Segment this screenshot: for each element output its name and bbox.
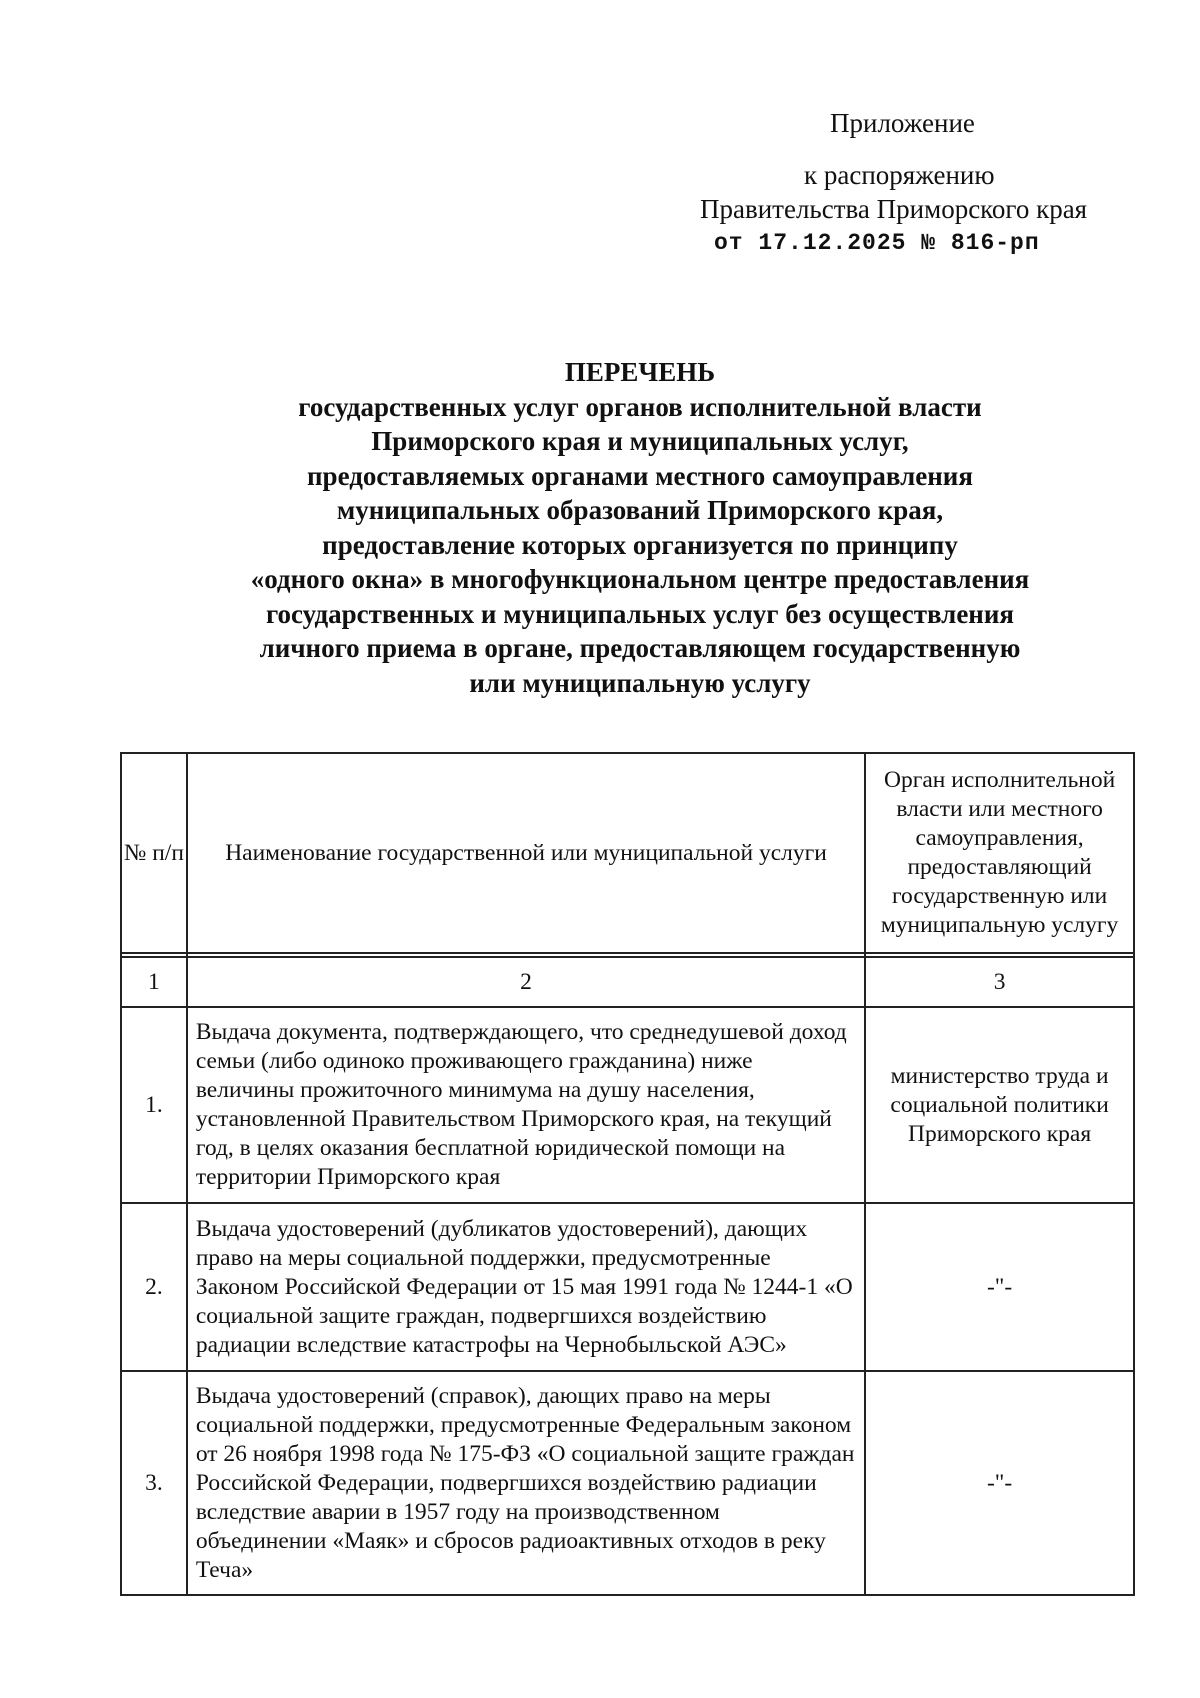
heading-line: «одного окна» в многофункциональном центре предоставления [250,564,1030,594]
heading-line: Приморского края и муниципальных услуг, [371,426,909,456]
row-number: 1. [121,1007,187,1203]
heading-line: государственных и муниципальных услуг без осуществления [265,598,1015,629]
heading-line: предоставляемых органами местного самоуправления [307,460,973,491]
heading-line: государственных услуг органов исполнительной власти [298,391,982,422]
header-number [121,753,187,953]
column-number: 2 [187,957,865,1007]
services-table [120,752,1135,1596]
service-authority: -"- [865,1203,1134,1371]
heading-line: муниципальных образований Приморского края, [336,495,944,525]
column-numbers-row [121,957,1134,1007]
column-number: 1 [121,957,187,1007]
heading-line: предоставление которых организуется по принципу [322,529,958,560]
row-number: 2. [121,1203,187,1371]
row-number: 3. [121,1371,187,1595]
table-header-row [121,753,1134,953]
service-authority: -"- [865,1371,1134,1595]
column-number: 3 [865,957,1134,1007]
service-name: Выдача удостоверений (дубликатов удостоверений), дающих право на меры социальной поддержки, предусмотренные Законом Российской Федерации от 15 мая 1991 года № 1244-1 «О социальной защите граждан, подвергшихся воздействию радиации вследствие катастрофы на Чернобыльской АЭС» [187,1203,865,1371]
service-authority: министерство труда и социальной политики Приморского края [865,1007,1134,1203]
header-authority-text: Орган исполнительной власти или местного самоуправления, предоставляющий государственную или муниципальную услугу [880,767,1119,938]
appendix-to-order: к распоряжению [804,160,995,190]
document-heading [150,355,1130,700]
header-name-text: Наименование государственной или муниципальной услуги [225,839,827,866]
heading-title: ПЕРЕЧЕНЬ [564,357,716,387]
header-name [187,753,865,953]
service-name: Выдача удостоверений (справок), дающих право на меры социальной поддержки, предусмотренные Федеральным законом от 26 ноября 1998 года № 175-ФЗ «О социальной защите граждан Российской Федерации, подвергшихся воздействию радиации вследствие аварии в 1957 году на производственном объединении «Маяк» и сбросов радиоактивных отходов в реку Теча» [187,1371,865,1595]
header-number-text: № п/п [123,839,184,866]
table-row [121,1007,1134,1203]
appendix-government: Правительства Приморского края [700,194,1088,224]
table-row [121,1203,1134,1371]
order-date-number: от 17.12.2025 № 816-рп [714,230,1040,256]
heading-line: или муниципальную услугу [469,667,811,698]
service-name: Выдача документа, подтверждающего, что среднедушевой доход семьи (либо одиноко проживающего гражданина) ниже величины прожиточного минимума на душу населения, установленной Правительством Приморского края, на текущий год, в целях оказания бесплатной юридической помощи на территории Приморского края [187,1007,865,1203]
appendix-title: Приложение [830,108,975,138]
header-authority [865,753,1134,953]
heading-line: личного приема в органе, предоставляющем государственную [259,633,1021,663]
table-row [121,1371,1134,1595]
